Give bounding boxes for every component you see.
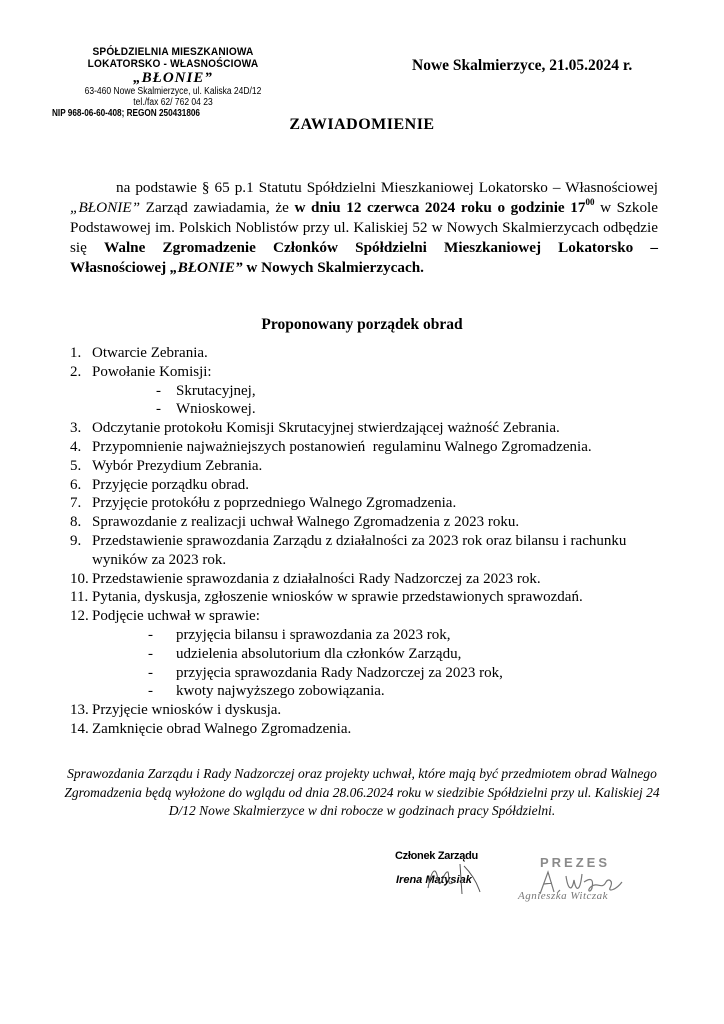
intro-text-3: w Szkole Podstawowej im. Polskich Noblistów przy ul. Kaliskiej 52 w Nowych Skalmierzycach odbędzie się — [70, 199, 658, 256]
sub-item-text: Wnioskowej. — [176, 401, 256, 418]
item-number: 13. — [70, 702, 89, 719]
item-number: 14. — [70, 720, 89, 737]
dash-bullet: - — [148, 645, 153, 662]
dash-bullet: - — [148, 664, 153, 681]
intro-coop-name-2: „BŁONIE” — [169, 259, 243, 276]
item-text: Otwarcie Zebrania. — [92, 345, 208, 361]
item-number: 8. — [70, 514, 82, 531]
intro-text-2: Zarząd zawiadamia, że — [140, 199, 295, 216]
item-number: 1. — [70, 345, 82, 361]
stamp-line-1: SPÓŁDZIELNIA MIESZKANIOWA — [92, 46, 254, 58]
document-date: Nowe Skalmierzyce, 21.05.2024 r. — [412, 57, 633, 74]
sub-item — [70, 400, 670, 419]
list-item — [70, 494, 670, 513]
item-text: Podjęcie uchwał w sprawie: — [92, 608, 260, 625]
item-text: Sprawozdanie z realizacji uchwał Walnego Zgromadzenia z 2023 roku. — [92, 514, 520, 531]
item-number: 5. — [70, 457, 82, 474]
agenda-title: Proponowany porządek obrad — [261, 316, 463, 333]
sub-item-text: przyjęcia bilansu i sprawozdania za 2023 rok, — [176, 626, 451, 643]
intro-meeting-minutes: 00 — [585, 197, 595, 207]
signature-name: Irena Matysiak — [396, 874, 472, 886]
item-number: 12. — [70, 608, 89, 625]
item-text: Pytania, dyskusja, zgłoszenie wniosków w sprawie przedstawionych sprawozdań. — [92, 589, 583, 606]
intro-text-1: na podstawie § 65 p.1 Statutu Spółdzielni Mieszkaniowej Lokatorsko – Własnościowej — [116, 179, 658, 196]
list-item — [70, 363, 670, 382]
intro-paragraph — [70, 178, 658, 278]
documents-note: Sprawozdania Zarządu i Rady Nadzorczej oraz projekty uchwał, które mają być przedmiotem obrad Walnego Zgromadzenia będą wyłożone do wglądu od dnia 28.06.2024 roku w siedzibie Spółdzielni przy ul. Kaliskiej 24 D/12 Nowe Skalmierzyce w dni robocze w godzinach pracy Spółdzielni. — [64, 766, 660, 818]
dash-bullet: - — [148, 626, 153, 643]
sub-item-text: udzielenia absolutorium dla członków Zarządu, — [176, 645, 462, 662]
list-item — [70, 701, 670, 720]
stamp-address: 63-460 Nowe Skalmierzyce, ul. Kaliska 24D/12 — [84, 86, 262, 97]
dash-bullet: - — [156, 401, 161, 418]
sub-item-text: przyjęcia sprawozdania Rady Nadzorczej za 2023 rok, — [176, 664, 503, 681]
item-text: Przedstawienie sprawozdania Zarządu z działalności za 2023 rok oraz bilansu i rachunku wyników za 2023 rok. — [92, 532, 627, 568]
item-number: 7. — [70, 495, 82, 512]
item-number: 9. — [70, 532, 82, 549]
item-text: Odczytanie protokołu Komisji Skrutacyjnej stwierdzającej ważność Zebrania. — [92, 420, 560, 437]
list-item — [70, 513, 670, 532]
sub-item — [70, 626, 670, 645]
item-text: Przyjęcie protokółu z poprzedniego Walnego Zgromadzenia. — [92, 495, 457, 512]
sub-item — [70, 645, 670, 664]
item-text: Przedstawienie sprawozdania z działalności Rady Nadzorczej za 2023 rok. — [92, 570, 541, 587]
stamp-line-2: LOKATORSKO - WŁASNOŚCIOWA — [87, 58, 259, 70]
signature-role: Członek Zarządu — [395, 850, 478, 862]
list-item — [70, 532, 677, 570]
item-text: Zamknięcie obrad Walnego Zgromadzenia. — [92, 720, 352, 737]
signature-name: Agnieszka Witczak — [518, 890, 609, 902]
sub-item-text: kwoty najwyższego zobowiązania. — [176, 683, 385, 700]
handwritten-signature-2 — [536, 868, 628, 898]
cooperative-stamp — [52, 46, 288, 119]
list-item — [70, 344, 670, 363]
list-item — [70, 588, 670, 607]
stamp-ids: NIP 968-06-60-408; REGON 250431806 — [52, 108, 200, 119]
sub-item — [70, 682, 670, 701]
document-title: ZAWIADOMIENIE — [289, 116, 435, 133]
intro-meeting-date: w dniu 12 czerwca 2024 roku o godzinie 17 — [294, 199, 586, 216]
intro-assembly-name: Walne Zgromadzenie Członków Spółdzielni Mieszkaniowej Lokatorsko – Własnościowej — [70, 239, 658, 276]
item-number: 10. — [70, 570, 89, 587]
item-number: 11. — [70, 589, 89, 606]
item-text: Przyjęcie wniosków i dyskusja. — [92, 702, 282, 719]
stamp-coop-name: „BŁONIE” — [133, 70, 213, 86]
handwritten-signature-1 — [420, 858, 490, 898]
stamp-phone: tel./fax 62/ 762 04 23 — [133, 97, 213, 108]
dash-bullet: - — [156, 382, 161, 399]
list-item — [70, 607, 670, 626]
item-number: 3. — [70, 420, 82, 437]
item-text: Przypomnienie najważniejszych postanowień regulaminu Walnego Zgromadzenia. — [92, 438, 592, 455]
item-number: 6. — [70, 476, 82, 493]
item-text: Przyjęcie porządku obrad. — [92, 476, 250, 493]
dash-bullet: - — [148, 683, 153, 700]
item-text: Wybór Prezydium Zebrania. — [92, 457, 263, 474]
intro-coop-name: „BŁONIE” — [70, 199, 141, 216]
item-number: 2. — [70, 363, 82, 380]
list-item — [70, 419, 670, 438]
list-item — [70, 720, 670, 739]
list-item — [70, 457, 670, 476]
list-item — [70, 438, 670, 457]
sub-item — [70, 382, 670, 401]
list-item — [70, 570, 670, 589]
agenda-list — [70, 344, 670, 739]
sub-item-text: Skrutacyjnej, — [176, 382, 256, 399]
list-item — [70, 476, 670, 495]
sub-item — [70, 664, 670, 683]
item-number: 4. — [70, 438, 82, 455]
item-text: Powołanie Komisji: — [92, 363, 212, 380]
intro-location: w Nowych Skalmierzycach. — [242, 259, 424, 276]
signature-role: PREZES — [540, 855, 611, 870]
